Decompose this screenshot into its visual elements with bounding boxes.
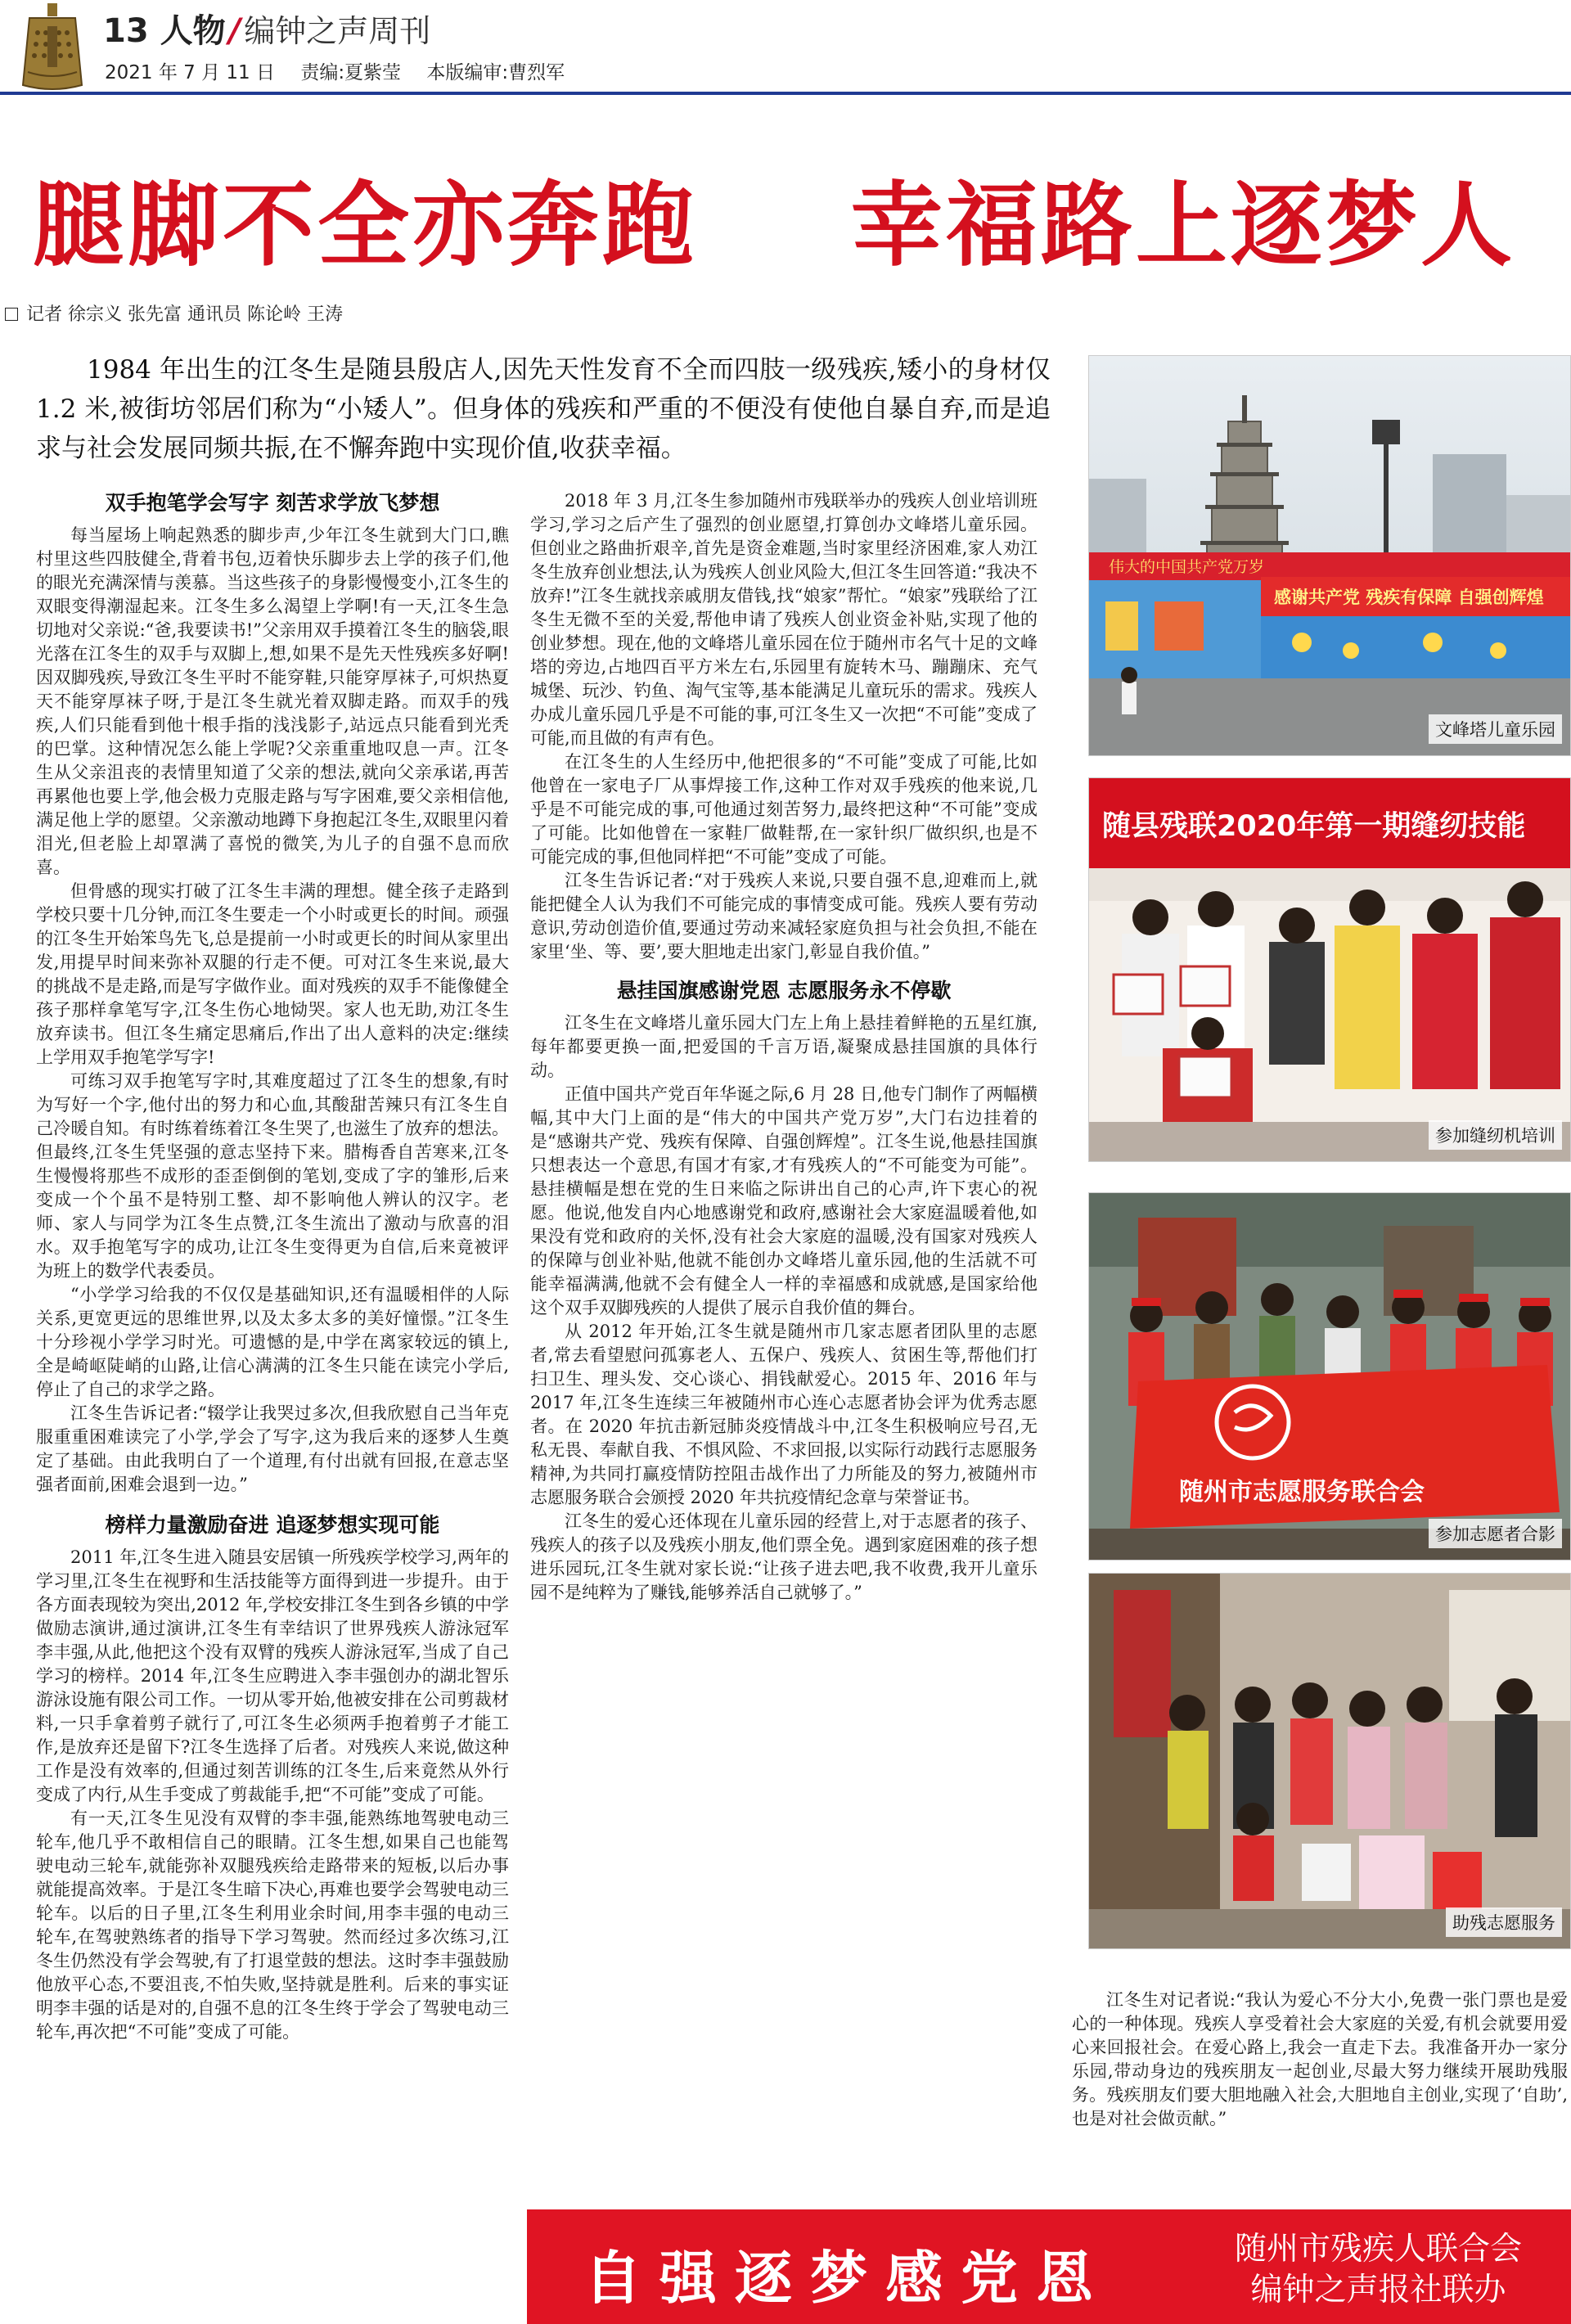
park-banner-text: 伟大的中国共产党万岁 bbox=[1109, 558, 1265, 576]
park-banner2-text: 感谢共产党 残疾有保障 自强创辉煌 bbox=[1274, 588, 1544, 607]
photo-assistance-service bbox=[1088, 1573, 1571, 1949]
lead-paragraph: 1984 年出生的江冬生是随县殷店人,因先天性发育不全而四肢一级残疾,矮小的身材仅 1.2 米,被街坊邻居们称为“小矮人”。但身体的残疾和严重的不便没有使他自暴自弃,而是追求与社会发展同频共振,在不懈奔跑中实现价值,收获幸福。 bbox=[36, 355, 1051, 463]
reviewer: 本版编审:曹烈军 bbox=[426, 62, 565, 83]
paragraph: 江冬生对记者说:“我认为爱心不分大小,免费一张门票也是爱心的一种体现。残疾人享受着社会大家庭的关爱,有机会就要用爱心来回报社会。在爱心路上,我会一直走下去。我准备开办一家分乐园,带动身边的残疾朋友一起创业,尽最大努力继续开展助残服务。残疾朋友们要大胆地融入社会,大胆地自主创业,实现了‘自助’,也是对社会做贡献。” bbox=[1072, 1990, 1568, 2128]
paragraph: 江冬生在文峰塔儿童乐园大门左上角上悬挂着鲜艳的五星红旗,每年都要更换一面,把爱国的千言万语,凝聚成悬挂国旗的具体行动。 bbox=[530, 1013, 1038, 1080]
byline bbox=[5, 300, 343, 326]
park-illustration bbox=[1089, 356, 1571, 756]
photo-volunteer-group bbox=[1088, 1192, 1571, 1561]
photo-caption: 文峰塔儿童乐园 bbox=[1429, 714, 1562, 744]
paragraph: 每当屋场上响起熟悉的脚步声,少年江冬生就到大门口,瞧村里这些四肢健全,背着书包,迈着快乐脚步去上学的孩子们,他的眼光充满深情与羡慕。当这些孩子的身影慢慢变小,江冬生的双眼变得潮湿起来。江冬生多么渴望上学啊!有一天,江冬生急切地对父亲说:“爸,我要读书!”父亲用双手摸着江冬生的脑袋,眼光落在江冬生的双手与双脚上,想,如果不是先天性残疾多好啊!因双脚残疾,导致江冬生平时不能穿鞋,只能穿厚袜子,可炽热夏天不能穿厚袜子呀,于是江冬生就光着双脚走路。而双手的残疾,人们只能看到他十根手指的浅浅影子,站远点只能看到光秃的巴掌。这种情况怎么能上学呢?父亲重重地叹息一声。江冬生从父亲沮丧的表情里知道了父亲的想法,就向父亲承诺,再苦再累他也要上学,他会极力克服走路与写字困难,要父亲相信他,满足他上学的愿望。父亲激动地蹲下身抱起江冬生,双眼里闪着泪光,但老脸上却罩满了喜悦的微笑,为儿子的自强不息而欣喜。 bbox=[36, 525, 509, 877]
paragraph: 有一天,江冬生见没有双臂的李丰强,能熟练地驾驶电动三轮车,他几乎不敢相信自己的眼睛。江冬生想,如果自己也能驾驶电动三轮车,就能弥补双腿残疾给走路带来的短板,以后办事就能提高效率。于是江冬生暗下决心,再难也要学会驾驶电动三轮车。以后的日子里,江冬生利用业余时间,用李丰强的电动三轮车,在驾驶熟练者的指导下学习驾驶。然而经过多次练习,江冬生仍然没有学会驾驶,有了打退堂鼓的想法。这时李丰强鼓励他放平心态,不要沮丧,不怕失败,坚持就是胜利。后来的事实证明李丰强的话是对的,自强不息的江冬生终于学会了驾驶电动三轮车,再次把“不可能”变成了可能。 bbox=[36, 1808, 509, 2042]
footer-slogan: 自强逐梦感党恩 bbox=[584, 2244, 1111, 2312]
photo-children-park bbox=[1088, 355, 1571, 756]
bianzhong-bell-icon bbox=[15, 3, 90, 92]
masthead-rule bbox=[0, 92, 1571, 95]
paragraph: 江冬生告诉记者:“对于残疾人来说,只要自强不息,迎难而上,就能把健全人认为我们不可能完成的事情变成可能。残疾人要有劳动意识,劳动创造价值,要通过劳动来减轻家庭负担与社会负担,不能在家里‘坐、等、要’,要大胆地走出家门,彰显自我价值。” bbox=[530, 871, 1038, 962]
paragraph: 在江冬生的人生经历中,他把很多的“不可能”变成了可能,比如他曾在一家电子厂从事焊接工作,这种工作对双手残疾的他来说,几乎是不可能完成的事,可他通过刻苦努力,最终把这种“不可能”变成了可能。比如他曾在一家鞋厂做鞋帮,在一家针织厂做织织,也是不可能完成的事,但他同样把“不可能”变成了可能。 bbox=[530, 752, 1038, 867]
training-illustration bbox=[1089, 778, 1571, 1162]
paragraph: 可练习双手抱笔写字时,其难度超过了江冬生的想象,有时为写好一个字,他付出的努力和心血,其酸甜苦辣只有江冬生自己冷暖自知。有时练着练着江冬生哭了,也滋生了放弃的想法。但最终,江冬生凭坚强的意志坚持下来。腊梅香自苦寒来,江冬生慢慢将那些不成形的歪歪倒倒的笔划,变成了字的雏形,后来变成一个个虽不是特别工整、却不影响他人辨认的汉字。老师、家人与同学为江冬生点赞,江冬生流出了激动与欣喜的泪水。双手抱笔写字的成功,让江冬生变得更为自信,后来竟被评为班上的数学代表委员。 bbox=[36, 1071, 509, 1281]
page-section: 人物 bbox=[160, 12, 226, 50]
paper-name: 编钟之声周刊 bbox=[244, 13, 431, 49]
page-label: 13 人物 / 编钟之声周刊 bbox=[103, 12, 431, 50]
paragraph: 正值中国共产党百年华诞之际,6 月 28 日,他专门制作了两幅横幅,其中大门上面的是“伟大的中国共产党万岁”,大门右边挂着的是“感谢共产党、残疾有保障、自强创辉煌”。江冬生说,他悬挂国旗只想表达一个意思,有国才有家,才有残疾人的“不可能变为可能”。悬挂横幅是想在党的生日来临之际讲出自己的心声,许下衷心的祝愿。他说,他发自内心地感谢党和政府,感谢社会大家庭温暖着他,如果没有党和政府的关怀,没有社会大家庭的温暖,没有国家对残疾人的保障与创业补贴,他就不能创办文峰塔儿童乐园,他的生活就不可能幸福满满,他就不会有健全人一样的幸福感和成就感,是国家给他这个双手双脚残疾的人提供了展示自我价值的舞台。 bbox=[530, 1084, 1038, 1317]
byline-box-icon bbox=[5, 308, 18, 321]
section-3-title: 悬挂国旗感谢党恩 志愿服务永不停歇 bbox=[616, 979, 952, 1002]
section-2-title: 榜样力量激励奋进 追逐梦想实现可能 bbox=[105, 1513, 440, 1537]
issue-date: 2021 年 7 月 11 日 bbox=[105, 62, 275, 83]
assistance-illustration bbox=[1089, 1574, 1571, 1949]
article-column-3 bbox=[1072, 1988, 1568, 2201]
photo-sewing-training bbox=[1088, 777, 1571, 1162]
sponsor-line-2: 编钟之声报社联办 bbox=[1250, 2272, 1506, 2308]
paragraph: 从 2012 年开始,江冬生就是随州市几家志愿者团队里的志愿者,常去看望慰问孤寡老人、五保户、残疾人、贫困生等,帮他们打扫卫生、理头发、交心谈心、捐钱献爱心。2015 年、2016 年与 2017 年,江冬生连续三年被随州市心连心志愿者协会评为优秀志愿者。在 2020 年抗击新冠肺炎疫情战斗中,江冬生积极响应号召,无私无畏、奉献自我、不惧风险、不求回报,以实际行动践行志愿服务精神,为共同打赢疫情防控阻击战作出了力所能及的努力,被随州市志愿服务联合会颁授 2020 年共抗疫情纪念章与荣誉证书。 bbox=[530, 1322, 1038, 1507]
volunteer-illustration bbox=[1089, 1193, 1571, 1561]
photo-caption: 参加缝纫机培训 bbox=[1429, 1120, 1562, 1150]
footer-sponsor bbox=[1235, 2229, 1522, 2311]
footer-banner bbox=[527, 2209, 1571, 2324]
headline-right: 幸福路上逐梦人 bbox=[851, 173, 1515, 279]
byline-text: 记者 徐宗义 张先富 通讯员 陈论岭 王涛 bbox=[26, 304, 343, 325]
page-number: 13 bbox=[103, 12, 149, 50]
paragraph: 江冬生告诉记者:“辍学让我哭过多次,但我欣慰自己当年克服重重困难读完了小学,学会了写字,这为我后来的逐梦人生奠定了基础。由此我明白了一个道理,有付出就有回报,在意志坚强者面前,困难会退到一边。” bbox=[36, 1403, 509, 1494]
paragraph: 2011 年,江冬生进入随县安居镇一所残疾学校学习,两年的学习里,江冬生在视野和生活技能等方面得到进一步提升。由于各方面表现较为突出,2012 年,学校安排江冬生到各乡镇的中学做励志演讲,通过演讲,江冬生有幸结识了世界残疾人游泳冠军李丰强,从此,他把这个没有双臂的残疾人游泳冠军,当成了自己学习的榜样。2014 年,江冬生应聘进入李丰强创办的湖北智乐游泳设施有限公司工作。一切从零开始,他被安排在公司剪裁材料,一只手拿着剪子就行了,可江冬生必须两手抱着剪子才能工作,是放弃还是留下?江冬生选择了后者。对残疾人来说,做这种工作是没有效率的,但通过刻苦训练的江冬生,后来竟然从外行变成了内行,从生手变成了剪裁能手,把“不可能”变成了可能。 bbox=[36, 1547, 509, 1804]
paragraph: 江冬生的爱心还体现在儿童乐园的经营上,对于志愿者的孩子、残疾人的孩子以及残疾小朋友,他们票全免。遇到家庭困难的孩子想进乐园玩,江冬生就对家长说:“让孩子进去吧,我不收费,我开儿童乐园不是纯粹为了赚钱,能够养活自己就够了。” bbox=[530, 1511, 1038, 1602]
footer-left-space bbox=[0, 2209, 527, 2324]
volunteer-flag-text: 随州市志愿服务联合会 bbox=[1179, 1478, 1425, 1507]
dateline bbox=[105, 57, 584, 84]
photo-caption: 助残志愿服务 bbox=[1446, 1907, 1562, 1937]
section-1-title: 双手抱笔学会写字 刻苦求学放飞梦想 bbox=[105, 491, 440, 515]
paragraph: 2018 年 3 月,江冬生参加随州市残联举办的残疾人创业培训班学习,学习之后产生了强烈的创业愿望,打算创办文峰塔儿童乐园。但创业之路曲折艰辛,首先是资金难题,当时家里经济困难,家人劝江冬生放弃创业想法,认为残疾人创业风险大,但江冬生回答道:“我决不放弃!”江冬生就找亲戚朋友借钱,找“娘家”帮忙。“娘家”残联给了江冬生无微不至的关爱,帮他申请了残疾人创业资金补贴,实现了他的创业梦想。现在,他的文峰塔儿童乐园在位于随州市名气十足的文峰塔的旁边,占地四百平方米左右,乐园里有旋转木马、蹦蹦床、充气城堡、玩沙、钓鱼、淘气宝等,基本能满足儿童玩乐的需求。残疾人办成儿童乐园几乎是不可能的事,可江冬生又一次把“不可能”变成了可能,而且做的有声有色。 bbox=[530, 491, 1038, 748]
article-column-2 bbox=[530, 489, 1038, 2044]
headline-left: 腿脚不全亦奔跑 bbox=[33, 173, 697, 279]
headline bbox=[33, 152, 1555, 279]
photo-caption: 参加志愿者合影 bbox=[1429, 1519, 1562, 1548]
training-banner-text: 随县残联2020年第一期缝纫技能 bbox=[1102, 810, 1526, 843]
sponsor-line-1: 随州市残疾人联合会 bbox=[1234, 2231, 1522, 2268]
editor: 责编:夏紫莹 bbox=[300, 62, 402, 83]
masthead bbox=[0, 0, 1571, 97]
paragraph: “小学学习给我的不仅仅是基础知识,还有温暖相伴的人际关系,更宽更远的思维世界,以及太多太多的美好憧憬。”江冬生十分珍视小学学习时光。可遗憾的是,中学在离家较远的镇上,全是崎岖陡峭的山路,让信心满满的江冬生只能在读完小学后,停止了自己的求学之路。 bbox=[36, 1285, 509, 1399]
article-column-1 bbox=[36, 489, 509, 2191]
paragraph: 但骨感的现实打破了江冬生丰满的理想。健全孩子走路到学校只要十几分钟,而江冬生要走一个小时或更长的时间。顽强的江冬生开始笨鸟先飞,总是提前一小时或更长的时间从家里出发,用提早时间来弥补双腿的行走不便。可对江冬生来说,最大的挑战不是走路,而是写字做作业。面对残疾的双手不能像健全孩子那样拿笔写字,江冬生伤心地恸哭。家人也无助,劝江冬生放弃读书。但江冬生痛定思痛后,作出了出人意料的决定:继续上学用双手抱笔学写字! bbox=[36, 881, 509, 1067]
